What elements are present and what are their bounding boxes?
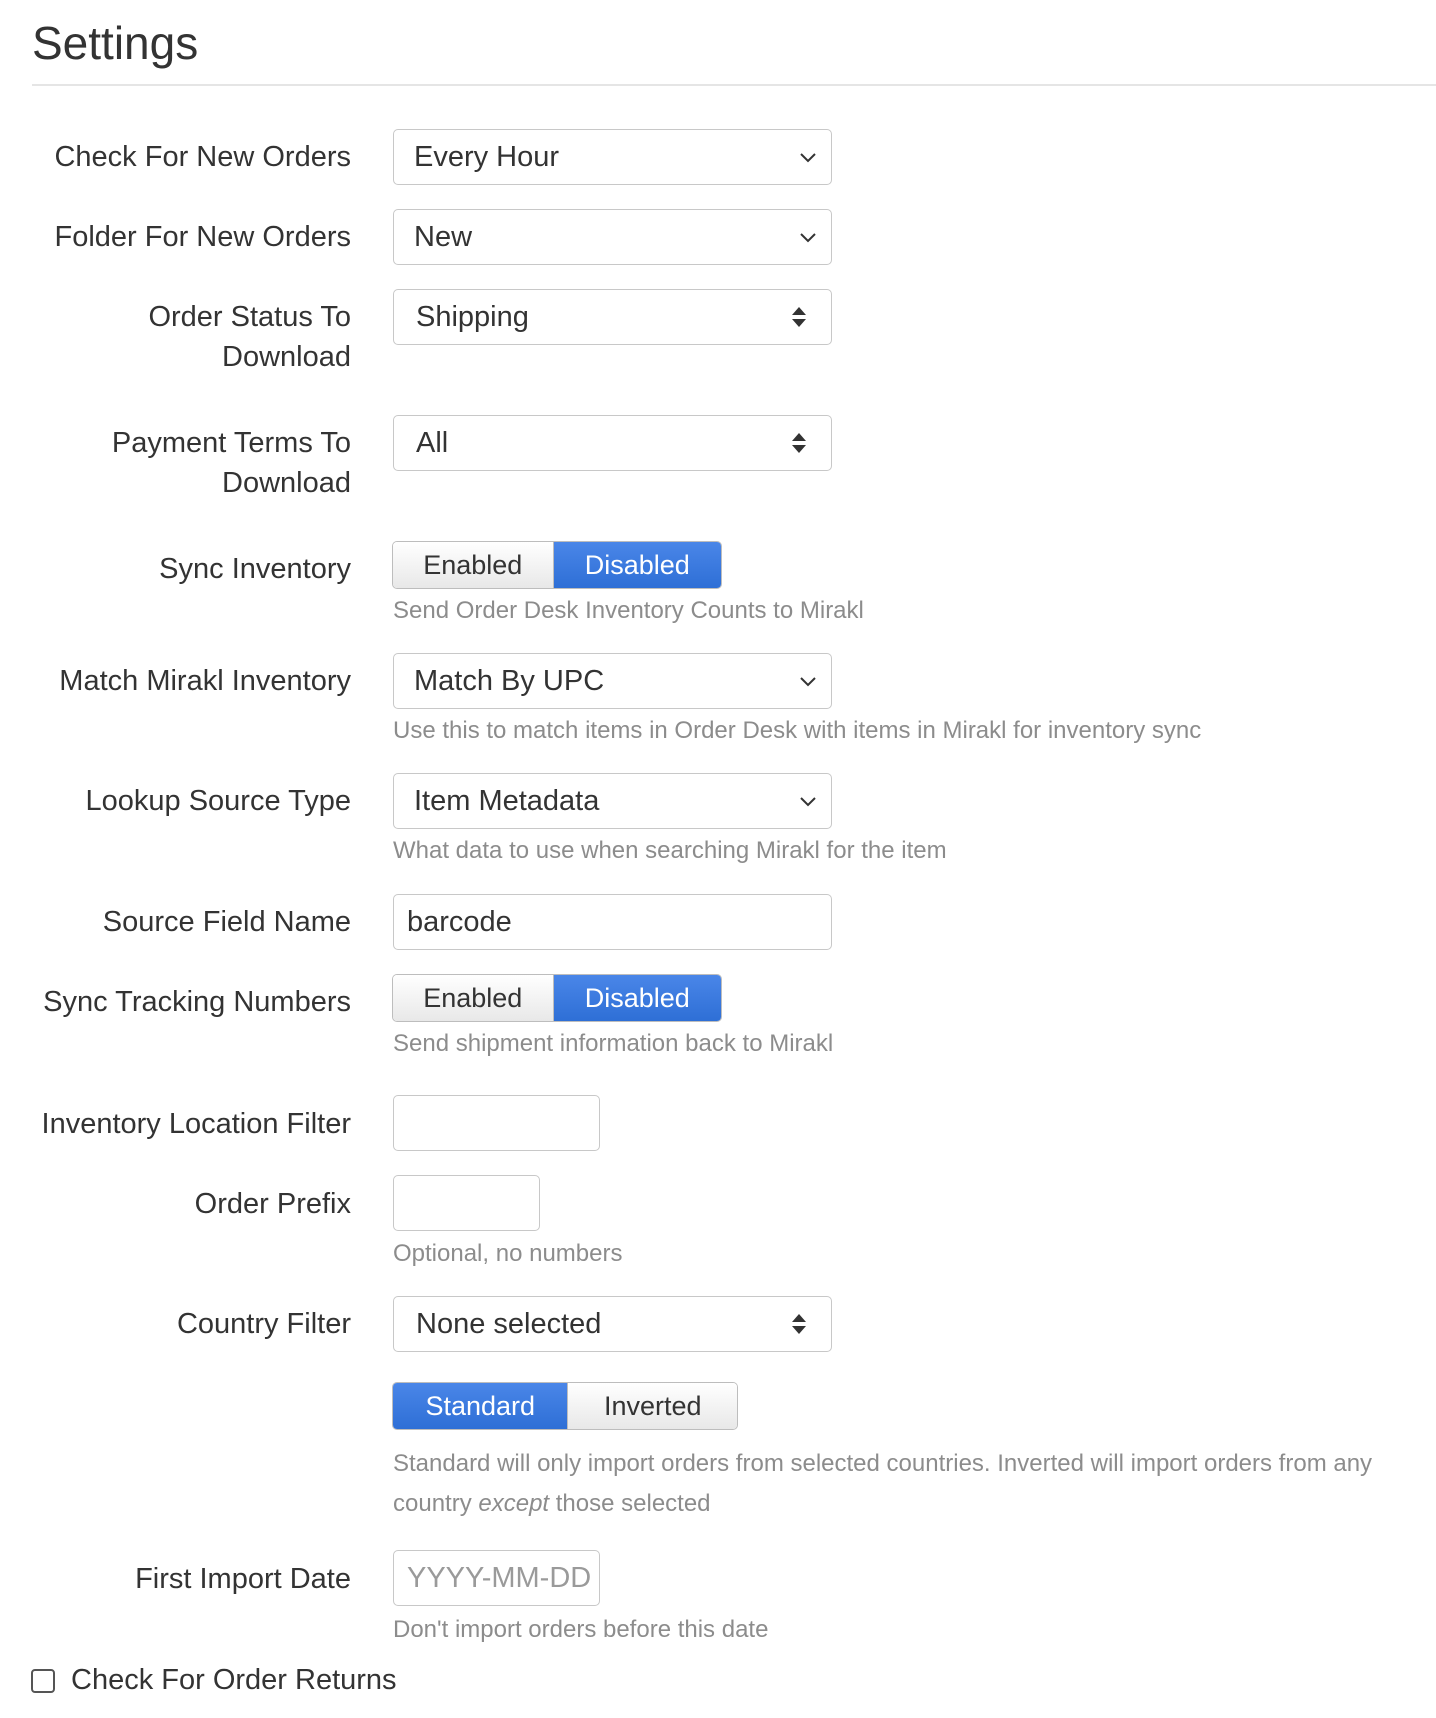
lookup-source-select[interactable] [393, 773, 832, 829]
check-new-orders-select[interactable] [393, 129, 832, 185]
country-filter-inverted-button[interactable]: Inverted [567, 1383, 737, 1429]
sort-arrows-icon [767, 1313, 831, 1335]
check-new-orders-value: Every Hour [414, 140, 560, 173]
order-status-label-line1: Order Status To [148, 301, 351, 333]
order-status-value: Shipping [416, 300, 529, 333]
chevron-down-icon [785, 231, 831, 243]
first-import-date-input[interactable] [393, 1550, 600, 1606]
inventory-location-input[interactable] [393, 1095, 600, 1151]
first-import-date-help: Don't import orders before this date [393, 1616, 769, 1643]
first-import-date-label: First Import Date [135, 1563, 351, 1595]
country-filter-help-text-end: those selected [549, 1490, 711, 1517]
folder-new-orders-label: Folder For New Orders [54, 221, 351, 253]
check-returns-label: Check For Order Returns [71, 1664, 397, 1696]
order-prefix-input[interactable] [393, 1175, 540, 1231]
sort-arrows-icon [767, 306, 831, 328]
country-filter-help-line1: Standard will only import orders from selected countries. Inverted will import orders from any [393, 1450, 1373, 1477]
check-returns-row[interactable] [31, 1664, 397, 1697]
sync-inventory-help: Send Order Desk Inventory Counts to Mirakl [393, 597, 864, 624]
source-field-value: barcode [407, 905, 512, 938]
folder-new-orders-select[interactable] [393, 209, 832, 265]
page-title: Settings [32, 17, 199, 69]
payment-terms-label-line1: Payment Terms To [111, 427, 351, 459]
country-filter-help-line2 [393, 1484, 1403, 1524]
country-filter-help-emphasis: except [478, 1490, 550, 1517]
order-prefix-label: Order Prefix [194, 1188, 351, 1220]
country-filter-select[interactable] [393, 1296, 832, 1352]
sync-tracking-help: Send shipment information back to Mirakl [393, 1030, 834, 1057]
payment-terms-value: All [416, 426, 449, 459]
source-field-label: Source Field Name [102, 906, 351, 938]
sync-inventory-toggle[interactable] [392, 541, 722, 589]
country-filter-mode-toggle[interactable] [392, 1382, 738, 1430]
sync-tracking-disabled-button[interactable]: Disabled [553, 975, 721, 1021]
country-filter-help [393, 1444, 1403, 1524]
match-inventory-help: Use this to match items in Order Desk with items in Mirakl for inventory sync [393, 717, 1202, 744]
chevron-down-icon [785, 151, 831, 163]
match-inventory-select[interactable] [393, 653, 832, 709]
chevron-down-icon [785, 795, 831, 807]
match-inventory-label: Match Mirakl Inventory [59, 665, 351, 697]
sort-arrows-icon [767, 432, 831, 454]
check-new-orders-label: Check For New Orders [54, 141, 351, 173]
country-filter-standard-button[interactable]: Standard [393, 1383, 567, 1429]
lookup-source-label: Lookup Source Type [85, 785, 351, 817]
inventory-location-label: Inventory Location Filter [41, 1108, 351, 1140]
sync-tracking-toggle[interactable] [392, 974, 722, 1022]
chevron-down-icon [785, 675, 831, 687]
country-filter-label: Country Filter [176, 1308, 351, 1340]
sync-inventory-label: Sync Inventory [159, 553, 351, 585]
order-status-label-line2: Download [222, 341, 351, 373]
lookup-source-value: Item Metadata [414, 784, 600, 817]
folder-new-orders-value: New [414, 220, 473, 253]
country-filter-help-text: country [393, 1490, 479, 1517]
order-status-label [51, 297, 351, 377]
sync-inventory-disabled-button[interactable]: Disabled [553, 542, 721, 588]
lookup-source-help: What data to use when searching Mirakl for the item [393, 837, 947, 864]
sync-tracking-label: Sync Tracking Numbers [43, 986, 351, 1018]
payment-terms-label [51, 423, 351, 503]
match-inventory-value: Match By UPC [414, 664, 605, 697]
title-divider [32, 84, 1436, 86]
payment-terms-select[interactable] [393, 415, 832, 471]
sync-tracking-enabled-button[interactable]: Enabled [393, 975, 553, 1021]
order-prefix-help: Optional, no numbers [393, 1240, 623, 1267]
check-returns-checkbox[interactable] [31, 1669, 55, 1693]
sync-inventory-enabled-button[interactable]: Enabled [393, 542, 553, 588]
first-import-date-placeholder: YYYY-MM-DD [407, 1561, 592, 1594]
payment-terms-label-line2: Download [222, 467, 351, 499]
order-status-select[interactable] [393, 289, 832, 345]
country-filter-value: None selected [416, 1307, 602, 1340]
source-field-input[interactable] [393, 894, 832, 950]
